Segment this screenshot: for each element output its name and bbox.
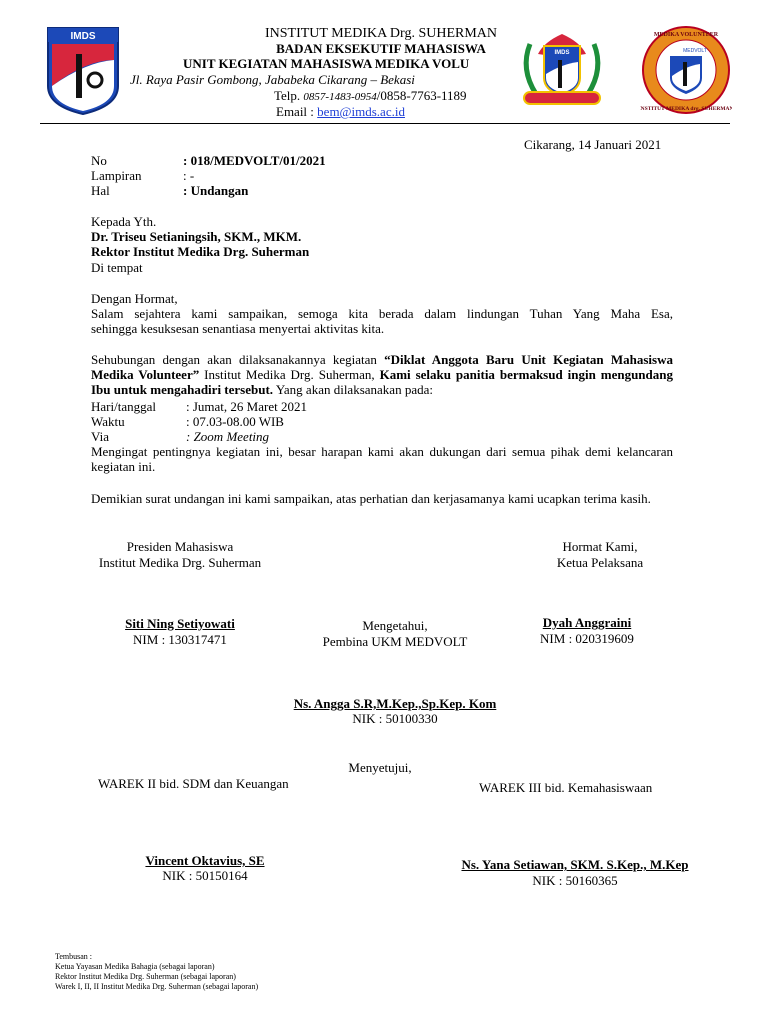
warek3-id: NIK : 50160365: [532, 873, 618, 888]
p2-e: Yang akan dilaksanakan pada:: [273, 382, 433, 397]
p2-c: Institut Medika Drg. Suherman,: [199, 367, 380, 382]
left-role-2: Institut Medika Drg. Suherman: [98, 555, 262, 570]
letterhead-body: BADAN EKSEKUTIF MAHASISWA: [276, 41, 486, 56]
via-value: : Zoom Meeting: [186, 429, 270, 444]
letterhead-institute: INSTITUT MEDIKA Drg. SUHERMAN: [264, 26, 498, 41]
email-label: Email :: [276, 104, 318, 119]
phone-2: /0858-7763-1189: [376, 88, 467, 103]
right-signer-name: Dyah Anggraini: [542, 615, 632, 630]
logo-mid-text: IMDS: [554, 50, 570, 56]
right-signer-id: NIM : 020319609: [540, 631, 634, 646]
via-label: Via: [91, 429, 109, 444]
warek2-id: NIK : 50150164: [162, 868, 248, 883]
left-signer-id: NIM : 130317471: [133, 632, 227, 647]
warek3-name: Ns. Yana Setiawan, SKM. S.Kep., M.Kep: [461, 857, 689, 872]
logo-right-top: MEDIKA VOLUNTEER: [653, 32, 719, 38]
approve-label: Menyetujui,: [348, 760, 412, 775]
right-role-2: Ketua Pelaksana: [556, 555, 644, 570]
pembina-id: NIK : 50100330: [352, 711, 438, 726]
letterhead-email: [276, 104, 405, 120]
no-label: No: [91, 153, 107, 168]
meta-no-row: [91, 153, 326, 168]
right-role-1: Hormat Kami,: [562, 539, 638, 554]
hari-value: : Jumat, 26 Maret 2021: [186, 399, 307, 414]
recipient-name: Dr. Triseu Setianingsih, SKM., MKM.: [91, 229, 302, 244]
paragraph-2: [91, 352, 673, 397]
tembusan-item: Ketua Yayasan Medika Bahagia (sebagai laporan): [55, 962, 215, 971]
tembusan-item: Rektor Institut Medika Drg. Suherman (sebagai laporan): [55, 972, 236, 981]
left-signer-name: Siti Ning Setiyowati: [125, 616, 235, 631]
letter-date: Cikarang, 14 Januari 2021: [524, 137, 662, 152]
mid-role-2: Pembina UKM MEDVOLT: [322, 634, 468, 649]
email-link[interactable]: bem@imds.ac.id: [317, 104, 405, 119]
tembusan: [55, 952, 258, 992]
hal-value: : Undangan: [183, 183, 249, 198]
waktu-label: Waktu: [91, 414, 125, 429]
letterhead-address: Jl. Raya Pasir Gombong, Jababeka Cikarang – Bekasi: [130, 72, 415, 87]
hari-label: Hari/tanggal: [91, 399, 156, 414]
detail-via-row: [91, 429, 269, 444]
recipient-title: Rektor Institut Medika Drg. Suherman: [91, 244, 310, 259]
tembusan-title: Tembusan :: [55, 952, 92, 961]
warek2-name: Vincent Oktavius, SE: [145, 853, 265, 868]
letterhead-unit: UNIT KEGIATAN MAHASISWA MEDIKA VOLU: [183, 56, 470, 71]
logo-right-vol: MEDVOLT: [683, 48, 707, 54]
tembusan-item: Warek I, II, II Institut Medika Drg. Suherman (sebagai laporan): [55, 982, 259, 991]
meta-hal-row: [91, 183, 248, 198]
header-rule: [40, 123, 730, 124]
lampiran-value: : -: [183, 168, 195, 183]
logo-left-text: IMDS: [70, 31, 96, 42]
recipient-place: Di tempat: [91, 260, 143, 275]
p2-invite: Kami selaku panitia bermaksud ingin mengundang Ibu untuk mengahadiri tersebut.: [91, 367, 673, 397]
paragraph-4: Demikian surat undangan ini kami sampaikan, atas perhatian dan kerjasamanya kami ucapkan terima kasih.: [91, 491, 651, 506]
pembina-name: Ns. Angga S.R,M.Kep.,Sp.Kep. Kom: [293, 696, 497, 711]
warek3-role: WAREK III bid. Kemahasiswaan: [479, 780, 653, 795]
phone-label: Telp.: [274, 88, 301, 103]
p2-a: Sehubungan dengan akan dilaksanakannya kegiatan: [91, 352, 385, 367]
warek2-role: WAREK II bid. SDM dan Keuangan: [98, 776, 289, 791]
lampiran-label: Lampiran: [91, 168, 142, 183]
medvolt-logo-right: [640, 26, 732, 114]
left-role-1: Presiden Mahasiswa: [126, 539, 234, 554]
paragraph-1-line-1: Salam sejahtera kami sampaikan, semoga kita berada dalam lindungan Tuhan Yang Maha Esa,: [91, 306, 673, 321]
detail-waktu-row: [91, 414, 284, 429]
hal-label: Hal: [91, 183, 110, 198]
letterhead-phone: [274, 88, 467, 105]
salutation: Dengan Hormat,: [91, 291, 178, 306]
p2-event: “Diklat Anggota Baru Unit Kegiatan Mahasiswa Medika Volunteer”: [91, 352, 673, 382]
mid-role-1: Mengetahui,: [362, 618, 428, 633]
paragraph-1-line-2: sehingga kesuksesan senantiasa menyertai aktivitas kita.: [91, 321, 385, 336]
waktu-value: : 07.03-08.00 WIB: [186, 414, 284, 429]
paragraph-1: [91, 306, 673, 336]
phone-1: 0857-1483-0954: [303, 91, 377, 103]
recipient-greeting: Kepada Yth.: [91, 214, 157, 229]
no-value: : 018/MEDVOLT/01/2021: [183, 153, 326, 168]
detail-hari-row: [91, 399, 307, 414]
logo-right-text: INSTITUT MEDIKA drg. SUHERMAN: [640, 106, 732, 112]
imds-logo-left: [46, 26, 120, 116]
paragraph-3: Mengingat pentingnya kegiatan ini, besar harapan kami akan dukungan dari semua pihak demi kelancaran kegiatan ini.: [91, 444, 673, 474]
meta-lampiran-row: [91, 168, 194, 183]
